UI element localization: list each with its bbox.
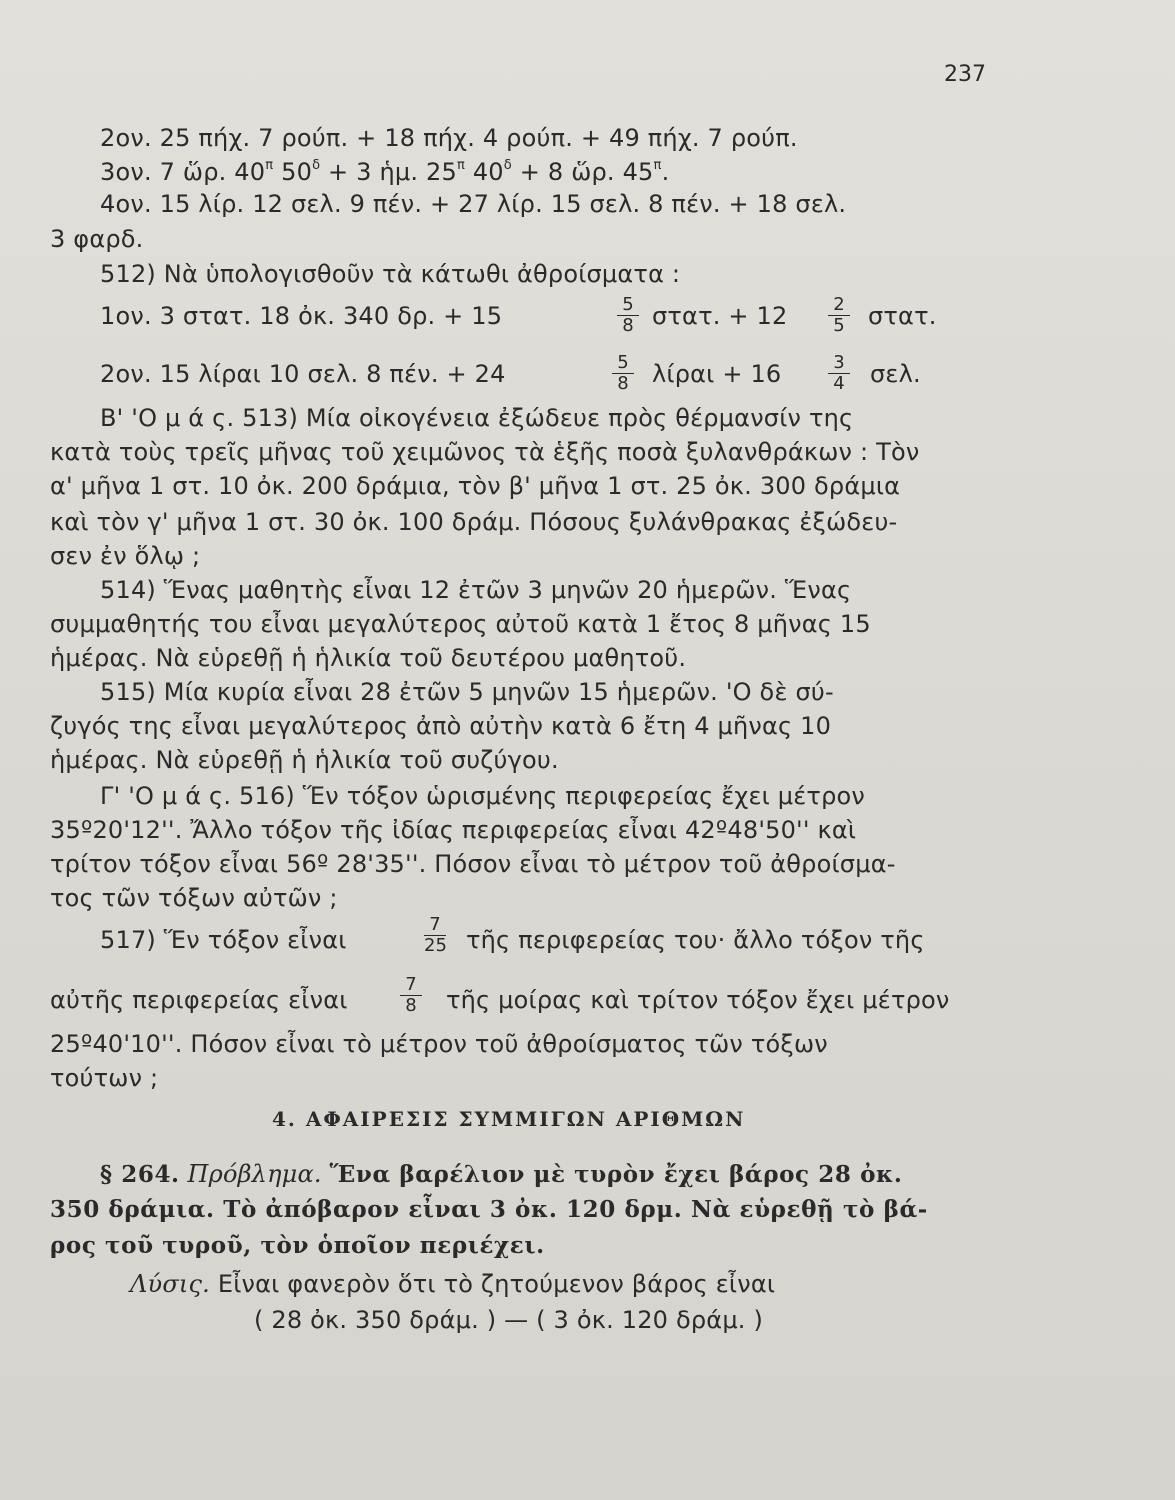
problem-516-line: Γ' 'Ο μ ά ς. 516) Ἕν τόξον ὡρισμένης περιφερείας ἔχει μέτρον [100,782,865,810]
page-number: 237 [944,62,986,87]
numerator: 3 [833,352,845,373]
problem-text-line: 350 δράμια. Τὸ ἀπόβαρον εἶναι 3 ὀκ. 120 δρμ. Νὰ εὑρεθῇ τὸ βά- [50,1196,928,1223]
text-span: τῆς περιφερείας του· ἄλλο τόξον τῆς [466,926,925,954]
numerator: 7 [405,974,417,995]
problem-515-line: ἡμέρας. Νὰ εὑρεθῇ ἡ ἡλικία τοῦ συζύγου. [50,746,559,774]
denominator: 5 [833,315,845,336]
superscript: π [265,158,274,173]
numerator: 5 [622,294,634,315]
numerator: 7 [429,914,441,935]
exercise-line: 4ον. 15 λίρ. 12 σελ. 9 πέν. + 27 λίρ. 15 σελ. 8 πέν. + 18 σελ. [100,190,847,218]
text-span: + 3 ἡμ. 25 [320,158,457,186]
problem-514-line: ἡμέρας. Νὰ εὑρεθῇ ἡ ἡλικία τοῦ δευτέρου μαθητοῦ. [50,644,687,672]
fraction [828,354,850,393]
problem-513-line: σεν ἐν ὅλῳ ; [50,542,201,570]
fraction [612,354,634,393]
problem-515-line: 515) Μία κυρία εἶναι 28 ἐτῶν 5 μηνῶν 15 ἡμερῶν. 'Ο δὲ σύ- [100,678,834,706]
text-span: 40 [465,158,504,186]
fraction [424,916,446,955]
problem-517-line: 25º40'10''. Πόσον εἶναι τὸ μέτρον τοῦ ἀθροίσματος τῶν τόξων [50,1030,828,1058]
denominator: 8 [622,315,634,336]
problem-517-line: τούτων ; [50,1064,159,1092]
denominator: 25 [424,935,447,956]
numerator: 5 [617,352,629,373]
fraction [617,296,639,335]
solution-label: Λύσις. [130,1270,210,1298]
text-span: 50 [273,158,313,186]
problem-513-line: καὶ τὸν γ' μῆνα 1 στ. 30 ὀκ. 100 δράμ. Πόσους ξυλάνθρακας ἐξώδευ- [50,508,898,536]
fraction [400,976,422,1015]
text-span: + 8 ὥρ. 45 [511,158,654,186]
problem-513-line: κατὰ τοὺς τρεῖς μῆνας τοῦ χειμῶνος τὰ ἑξῆς ποσὰ ξυλανθράκων : Τὸν [50,438,920,466]
problem-513-line: α' μῆνα 1 στ. 10 ὀκ. 200 δράμια, τὸν β' μῆνα 1 στ. 25 ὀκ. 300 δράμια [50,472,901,500]
problem-516-line: τρίτον τόξον εἶναι 56º 28'35''. Πόσον εἶναι τὸ μέτρον τοῦ ἀθροίσμα- [50,850,896,878]
sum-line-2: 2ον. 15 λίραι 10 σελ. 8 πέν. + 24 [100,360,506,388]
text-span: . [661,158,670,186]
section-paragraph-line [100,1160,902,1188]
exercise-line: 2ον. 25 πήχ. 7 ρούπ. + 18 πήχ. 4 ρούπ. + 49 πήχ. 7 ρούπ. [100,124,798,152]
exercise-line [100,158,669,186]
superscript: π [456,158,465,173]
problem-label: Πρόβλημα. [187,1160,322,1188]
numerator: 2 [833,294,845,315]
problem-516-line: τος τῶν τόξων αὐτῶν ; [50,884,338,912]
solution-line [130,1270,775,1298]
problem-512-line: 512) Νὰ ὑπολογισθοῦν τὰ κάτωθι ἀθροίσματα : [100,260,681,288]
problem-517-line: αὐτῆς περιφερείας εἶναι [50,986,348,1014]
superscript: δ [503,158,512,173]
superscript: δ [312,158,321,173]
denominator: 8 [405,995,417,1016]
text-span: στατ. [868,302,937,330]
problem-513-line: Β' 'Ο μ ά ς. 513) Μία οἰκογένεια ἐξώδευε πρὸς θέρμανσίν της [100,404,854,432]
sum-line-1: 1ον. 3 στατ. 18 ὀκ. 340 δρ. + 15 [100,302,503,330]
text-span: λίραι + 16 [652,360,782,388]
section-heading: 4. ΑΦΑΙΡΕΣΙΣ ΣΥΜΜΙΓΩΝ ΑΡΙΘΜΩΝ [272,1107,746,1131]
problem-517-line: 517) Ἕν τόξον εἶναι [100,926,347,954]
denominator: 4 [833,373,845,394]
section-number: § 264. [100,1161,180,1188]
exercise-line: 3 φαρδ. [50,225,144,253]
problem-514-line: συμμαθητής του εἶναι μεγαλύτερος αὐτοῦ κατὰ 1 ἔτος 8 μῆνας 15 [50,610,871,638]
problem-text-line: ρος τοῦ τυροῦ, τὸν ὁποῖον περιέχει. [50,1232,545,1259]
problem-514-line: 514) Ἕνας μαθητὴς εἶναι 12 ἐτῶν 3 μηνῶν 20 ἡμερῶν. Ἕνας [100,576,852,604]
problem-text: Ἕνα βαρέλιον μὲ τυρὸν ἔχει βάρος 28 ὀκ. [329,1161,903,1188]
problem-516-line: 35º20'12''. Ἄλλο τόξον τῆς ἰδίας περιφερείας εἶναι 42º48'50'' καὶ [50,816,857,844]
solution-text: Εἶναι φανερὸν ὅτι τὸ ζητούμενον βάρος εἶναι [217,1270,776,1298]
superscript: π [653,158,662,173]
text-span: σελ. [870,360,921,388]
denominator: 8 [617,373,629,394]
text-span: 3ον. 7 ὥρ. 40 [100,158,266,186]
solution-expression: ( 28 ὀκ. 350 δράμ. ) — ( 3 ὀκ. 120 δράμ. ) [254,1306,764,1334]
text-span: τῆς μοίρας καὶ τρίτον τόξον ἔχει μέτρον [446,986,950,1014]
text-span: στατ. + 12 [652,302,788,330]
fraction [828,296,850,335]
problem-515-line: ζυγός της εἶναι μεγαλύτερος ἀπὸ αὐτὴν κατὰ 6 ἔτη 4 μῆνας 10 [50,712,832,740]
